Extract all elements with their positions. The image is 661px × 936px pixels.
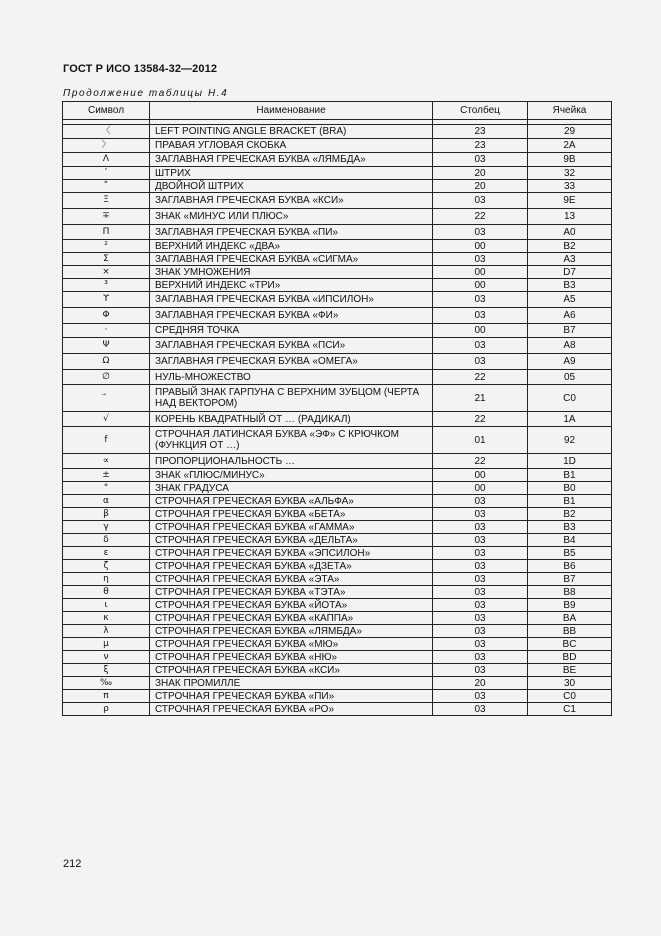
cell-code-cell: B3 bbox=[528, 279, 612, 292]
table-row bbox=[63, 324, 612, 338]
table-row bbox=[63, 677, 612, 690]
name-cell: СТРОЧНАЯ ГРЕЧЕСКАЯ БУКВА «РО» bbox=[150, 703, 433, 716]
symbol-cell: 〈 bbox=[63, 125, 150, 139]
cell-code-cell: A6 bbox=[528, 308, 612, 324]
column-cell: 22 bbox=[433, 209, 528, 225]
character-table bbox=[62, 101, 612, 716]
symbol-cell: ∝ bbox=[63, 454, 150, 469]
cell-code-cell: B4 bbox=[528, 534, 612, 547]
table-header-row bbox=[63, 102, 612, 120]
column-header-name: Наименование bbox=[150, 102, 433, 120]
column-cell: 03 bbox=[433, 612, 528, 625]
symbol-cell: ι bbox=[63, 599, 150, 612]
column-cell: 22 bbox=[433, 454, 528, 469]
name-cell: ЗАГЛАВНАЯ ГРЕЧЕСКАЯ БУКВА «ПИ» bbox=[150, 225, 433, 240]
symbol-cell: 〉 bbox=[63, 139, 150, 153]
cell-code-cell: A9 bbox=[528, 354, 612, 370]
name-cell: ЗНАК УМНОЖЕНИЯ bbox=[150, 266, 433, 279]
table-row bbox=[63, 690, 612, 703]
symbol-cell: ³ bbox=[63, 279, 150, 292]
column-cell: 03 bbox=[433, 338, 528, 354]
cell-code-cell: 2A bbox=[528, 139, 612, 153]
table-row bbox=[63, 279, 612, 292]
symbol-cell: × bbox=[63, 266, 150, 279]
column-cell: 03 bbox=[433, 703, 528, 716]
cell-code-cell: C0 bbox=[528, 385, 612, 412]
column-cell: 22 bbox=[433, 370, 528, 385]
name-cell: СТРОЧНАЯ ГРЕЧЕСКАЯ БУКВА «МЮ» bbox=[150, 638, 433, 651]
column-cell: 03 bbox=[433, 495, 528, 508]
column-cell: 23 bbox=[433, 125, 528, 139]
column-header-column: Столбец bbox=[433, 102, 528, 120]
table-row bbox=[63, 253, 612, 266]
symbol-cell: β bbox=[63, 508, 150, 521]
name-cell: ЗНАК ГРАДУСА bbox=[150, 482, 433, 495]
table-row bbox=[63, 534, 612, 547]
table-row bbox=[63, 599, 612, 612]
symbol-cell: Φ bbox=[63, 308, 150, 324]
symbol-cell: ° bbox=[63, 482, 150, 495]
table-row bbox=[63, 240, 612, 253]
column-cell: 03 bbox=[433, 292, 528, 308]
table-row bbox=[63, 547, 612, 560]
cell-code-cell: BE bbox=[528, 664, 612, 677]
name-cell: ЗАГЛАВНАЯ ГРЕЧЕСКАЯ БУКВА «ПСИ» bbox=[150, 338, 433, 354]
cell-code-cell: B1 bbox=[528, 469, 612, 482]
name-cell: СТРОЧНАЯ ГРЕЧЕСКАЯ БУКВА «ЭТА» bbox=[150, 573, 433, 586]
name-cell: СТРОЧНАЯ ЛАТИНСКАЯ БУКВА «ЭФ» С КРЮЧКОМ (ФУНКЦИЯ ОТ …) bbox=[150, 427, 433, 454]
cell-code-cell: B3 bbox=[528, 521, 612, 534]
table-row bbox=[63, 354, 612, 370]
table-row bbox=[63, 703, 612, 716]
table-row bbox=[63, 573, 612, 586]
table-row bbox=[63, 521, 612, 534]
cell-code-cell: B5 bbox=[528, 547, 612, 560]
symbol-cell: ʹ bbox=[63, 167, 150, 180]
column-cell: 20 bbox=[433, 167, 528, 180]
table-row bbox=[63, 469, 612, 482]
name-cell: СТРОЧНАЯ ГРЕЧЕСКАЯ БУКВА «ЭПСИЛОН» bbox=[150, 547, 433, 560]
table-row bbox=[63, 427, 612, 454]
column-cell: 03 bbox=[433, 547, 528, 560]
symbol-cell: ε bbox=[63, 547, 150, 560]
column-cell: 00 bbox=[433, 266, 528, 279]
name-cell: ЗАГЛАВНАЯ ГРЕЧЕСКАЯ БУКВА «ОМЕГА» bbox=[150, 354, 433, 370]
cell-code-cell: B7 bbox=[528, 324, 612, 338]
table-caption: Продолжение таблицы Н.4 bbox=[63, 88, 229, 99]
column-cell: 00 bbox=[433, 240, 528, 253]
column-cell: 03 bbox=[433, 664, 528, 677]
cell-code-cell: B2 bbox=[528, 508, 612, 521]
symbol-cell: f bbox=[63, 427, 150, 454]
table-row bbox=[63, 625, 612, 638]
column-header-cell: Ячейка bbox=[528, 102, 612, 120]
name-cell: LEFT POINTING ANGLE BRACKET (BRA) bbox=[150, 125, 433, 139]
column-cell: 03 bbox=[433, 508, 528, 521]
symbol-cell: √ bbox=[63, 412, 150, 427]
name-cell: СТРОЧНАЯ ГРЕЧЕСКАЯ БУКВА «АЛЬФА» bbox=[150, 495, 433, 508]
name-cell: ДВОЙНОЙ ШТРИХ bbox=[150, 180, 433, 193]
cell-code-cell: A8 bbox=[528, 338, 612, 354]
symbol-cell: ± bbox=[63, 469, 150, 482]
table-row bbox=[63, 454, 612, 469]
table-row bbox=[63, 560, 612, 573]
table-row bbox=[63, 167, 612, 180]
table-row bbox=[63, 612, 612, 625]
table-row bbox=[63, 139, 612, 153]
cell-code-cell: A3 bbox=[528, 253, 612, 266]
column-cell: 01 bbox=[433, 427, 528, 454]
table-row bbox=[63, 664, 612, 677]
table-row bbox=[63, 412, 612, 427]
cell-code-cell: A5 bbox=[528, 292, 612, 308]
cell-code-cell: B0 bbox=[528, 482, 612, 495]
cell-code-cell: B6 bbox=[528, 560, 612, 573]
column-cell: 20 bbox=[433, 180, 528, 193]
name-cell: ЗАГЛАВНАЯ ГРЕЧЕСКАЯ БУКВА «СИГМА» bbox=[150, 253, 433, 266]
name-cell: СТРОЧНАЯ ГРЕЧЕСКАЯ БУКВА «БЕТА» bbox=[150, 508, 433, 521]
column-cell: 03 bbox=[433, 225, 528, 240]
name-cell: ЗНАК ПРОМИЛЛЕ bbox=[150, 677, 433, 690]
column-cell: 03 bbox=[433, 625, 528, 638]
table-row bbox=[63, 125, 612, 139]
table-row bbox=[63, 508, 612, 521]
column-cell: 03 bbox=[433, 599, 528, 612]
symbol-cell: μ bbox=[63, 638, 150, 651]
cell-code-cell: D7 bbox=[528, 266, 612, 279]
symbol-cell: ʺ bbox=[63, 180, 150, 193]
table-row bbox=[63, 370, 612, 385]
symbol-cell: γ bbox=[63, 521, 150, 534]
symbol-cell: ‰ bbox=[63, 677, 150, 690]
column-cell: 03 bbox=[433, 354, 528, 370]
name-cell: СРЕДНЯЯ ТОЧКА bbox=[150, 324, 433, 338]
table-row bbox=[63, 308, 612, 324]
symbol-cell: ξ bbox=[63, 664, 150, 677]
name-cell: ВЕРХНИЙ ИНДЕКС «ДВА» bbox=[150, 240, 433, 253]
table-row bbox=[63, 482, 612, 495]
column-cell: 03 bbox=[433, 560, 528, 573]
cell-code-cell: BA bbox=[528, 612, 612, 625]
symbol-cell: ρ bbox=[63, 703, 150, 716]
symbol-cell: Σ bbox=[63, 253, 150, 266]
cell-code-cell: B1 bbox=[528, 495, 612, 508]
symbol-cell: η bbox=[63, 573, 150, 586]
symbol-cell: ∅ bbox=[63, 370, 150, 385]
cell-code-cell: 13 bbox=[528, 209, 612, 225]
table-row bbox=[63, 153, 612, 167]
name-cell: ЗНАК «МИНУС ИЛИ ПЛЮС» bbox=[150, 209, 433, 225]
table-row bbox=[63, 292, 612, 308]
name-cell: ЗАГЛАВНАЯ ГРЕЧЕСКАЯ БУКВА «ЛЯМБДА» bbox=[150, 153, 433, 167]
symbol-cell: λ bbox=[63, 625, 150, 638]
table-row bbox=[63, 209, 612, 225]
name-cell: СТРОЧНАЯ ГРЕЧЕСКАЯ БУКВА «КСИ» bbox=[150, 664, 433, 677]
column-cell: 03 bbox=[433, 193, 528, 209]
symbol-cell: δ bbox=[63, 534, 150, 547]
name-cell: ЗАГЛАВНАЯ ГРЕЧЕСКАЯ БУКВА «ФИ» bbox=[150, 308, 433, 324]
table-row bbox=[63, 651, 612, 664]
column-cell: 22 bbox=[433, 412, 528, 427]
cell-code-cell: BB bbox=[528, 625, 612, 638]
column-cell: 23 bbox=[433, 139, 528, 153]
table-row bbox=[63, 338, 612, 354]
name-cell: СТРОЧНАЯ ГРЕЧЕСКАЯ БУКВА «ДЕЛЬТА» bbox=[150, 534, 433, 547]
cell-code-cell: A0 bbox=[528, 225, 612, 240]
symbol-cell: ∓ bbox=[63, 209, 150, 225]
cell-code-cell: 30 bbox=[528, 677, 612, 690]
symbol-cell: ζ bbox=[63, 560, 150, 573]
symbol-cell: Ξ bbox=[63, 193, 150, 209]
cell-code-cell: 05 bbox=[528, 370, 612, 385]
table-row bbox=[63, 180, 612, 193]
name-cell: СТРОЧНАЯ ГРЕЧЕСКАЯ БУКВА «ДЗЕТА» bbox=[150, 560, 433, 573]
column-cell: 03 bbox=[433, 651, 528, 664]
cell-code-cell: 92 bbox=[528, 427, 612, 454]
name-cell: СТРОЧНАЯ ГРЕЧЕСКАЯ БУКВА «КАППА» bbox=[150, 612, 433, 625]
page-number: 212 bbox=[63, 858, 82, 870]
column-cell: 03 bbox=[433, 586, 528, 599]
symbol-cell: Π bbox=[63, 225, 150, 240]
symbol-cell: θ bbox=[63, 586, 150, 599]
column-cell: 03 bbox=[433, 534, 528, 547]
name-cell: КОРЕНЬ КВАДРАТНЫЙ ОТ … (РАДИКАЛ) bbox=[150, 412, 433, 427]
table-row bbox=[63, 495, 612, 508]
symbol-cell: Ψ bbox=[63, 338, 150, 354]
name-cell: ЗНАК «ПЛЮС/МИНУС» bbox=[150, 469, 433, 482]
symbol-cell bbox=[63, 385, 150, 412]
name-cell: СТРОЧНАЯ ГРЕЧЕСКАЯ БУКВА «ГАММА» bbox=[150, 521, 433, 534]
cell-code-cell: C0 bbox=[528, 690, 612, 703]
table-row bbox=[63, 266, 612, 279]
column-cell: 20 bbox=[433, 677, 528, 690]
cell-code-cell: B7 bbox=[528, 573, 612, 586]
cell-code-cell: B9 bbox=[528, 599, 612, 612]
table-row bbox=[63, 385, 612, 412]
column-cell: 21 bbox=[433, 385, 528, 412]
table-row bbox=[63, 586, 612, 599]
symbol-cell: ² bbox=[63, 240, 150, 253]
name-cell: ПРАВЫЙ ЗНАК ГАРПУНА С ВЕРХНИМ ЗУБЦОМ (ЧЕРТА НАД ВЕКТОРОМ) bbox=[150, 385, 433, 412]
symbol-cell: Λ bbox=[63, 153, 150, 167]
cell-code-cell: 1A bbox=[528, 412, 612, 427]
name-cell: ВЕРХНИЙ ИНДЕКС «ТРИ» bbox=[150, 279, 433, 292]
cell-code-cell: BC bbox=[528, 638, 612, 651]
symbol-cell: · bbox=[63, 324, 150, 338]
column-cell: 00 bbox=[433, 469, 528, 482]
name-cell: СТРОЧНАЯ ГРЕЧЕСКАЯ БУКВА «ЛЯМБДА» bbox=[150, 625, 433, 638]
name-cell: ШТРИХ bbox=[150, 167, 433, 180]
column-cell: 03 bbox=[433, 253, 528, 266]
cell-code-cell: B8 bbox=[528, 586, 612, 599]
cell-code-cell: BD bbox=[528, 651, 612, 664]
column-cell: 03 bbox=[433, 308, 528, 324]
name-cell: СТРОЧНАЯ ГРЕЧЕСКАЯ БУКВА «ЙОТА» bbox=[150, 599, 433, 612]
column-cell: 00 bbox=[433, 482, 528, 495]
name-cell: СТРОЧНАЯ ГРЕЧЕСКАЯ БУКВА «НЮ» bbox=[150, 651, 433, 664]
column-cell: 03 bbox=[433, 573, 528, 586]
column-cell: 03 bbox=[433, 638, 528, 651]
cell-code-cell: 1D bbox=[528, 454, 612, 469]
symbol-cell: κ bbox=[63, 612, 150, 625]
document-header: ГОСТ Р ИСО 13584-32—2012 bbox=[63, 63, 218, 75]
cell-code-cell: B2 bbox=[528, 240, 612, 253]
symbol-cell: α bbox=[63, 495, 150, 508]
table-row bbox=[63, 225, 612, 240]
name-cell: СТРОЧНАЯ ГРЕЧЕСКАЯ БУКВА «ПИ» bbox=[150, 690, 433, 703]
name-cell: ПРОПОРЦИОНАЛЬНОСТЬ … bbox=[150, 454, 433, 469]
symbol-cell: π bbox=[63, 690, 150, 703]
column-cell: 00 bbox=[433, 324, 528, 338]
column-cell: 03 bbox=[433, 521, 528, 534]
name-cell: ЗАГЛАВНАЯ ГРЕЧЕСКАЯ БУКВА «КСИ» bbox=[150, 193, 433, 209]
symbol-cell: Ω bbox=[63, 354, 150, 370]
symbol-cell: ϒ bbox=[63, 292, 150, 308]
cell-code-cell: 9B bbox=[528, 153, 612, 167]
table-row bbox=[63, 193, 612, 209]
symbol-cell: ν bbox=[63, 651, 150, 664]
column-cell: 00 bbox=[433, 279, 528, 292]
name-cell: ПРАВАЯ УГЛОВАЯ СКОБКА bbox=[150, 139, 433, 153]
cell-code-cell: 9E bbox=[528, 193, 612, 209]
cell-code-cell: 29 bbox=[528, 125, 612, 139]
cell-code-cell: 33 bbox=[528, 180, 612, 193]
cell-code-cell: C1 bbox=[528, 703, 612, 716]
table-row bbox=[63, 638, 612, 651]
cell-code-cell: 32 bbox=[528, 167, 612, 180]
name-cell: ЗАГЛАВНАЯ ГРЕЧЕСКАЯ БУКВА «ИПСИЛОН» bbox=[150, 292, 433, 308]
column-cell: 03 bbox=[433, 153, 528, 167]
column-cell: 03 bbox=[433, 690, 528, 703]
table-body bbox=[63, 120, 612, 716]
name-cell: СТРОЧНАЯ ГРЕЧЕСКАЯ БУКВА «ТЭТА» bbox=[150, 586, 433, 599]
name-cell: НУЛЬ-МНОЖЕСТВО bbox=[150, 370, 433, 385]
column-header-symbol: Символ bbox=[63, 102, 150, 120]
